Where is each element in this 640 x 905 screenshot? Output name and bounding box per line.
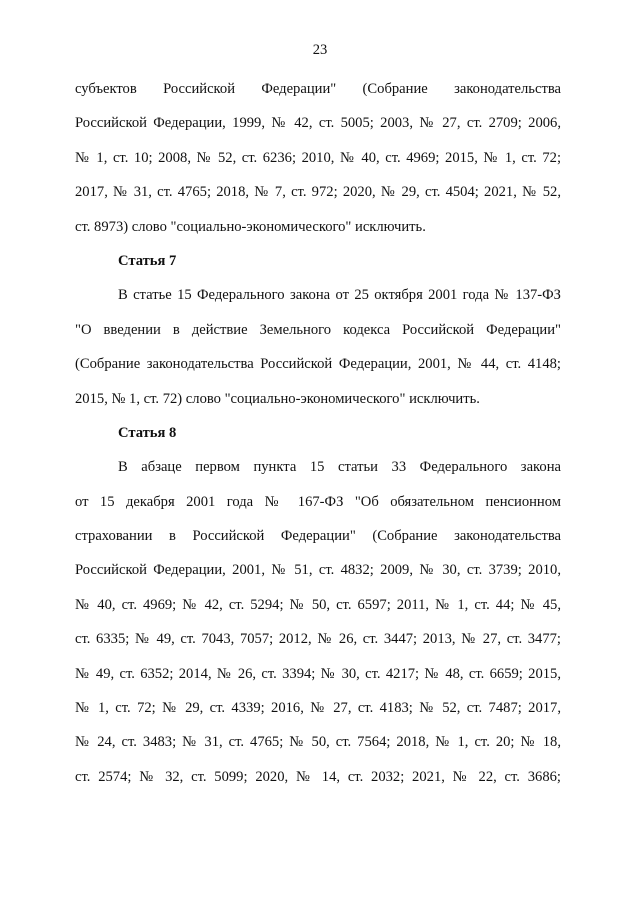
text-line: ст. 2574; № 32, ст. 5099; 2020, № 14, ст. 2032; 2021, № 22, ст. 3686; [75, 768, 561, 785]
article-7-heading: Статья 7 [118, 252, 177, 269]
text-line: № 49, ст. 6352; 2014, № 26, ст. 3394; № 30, ст. 4217; № 48, ст. 6659; 2015, [75, 665, 561, 682]
text-line: Российской Федерации, 2001, № 51, ст. 4832; 2009, № 30, ст. 3739; 2010, [75, 562, 561, 579]
text-line: субъектов Российской Федерации" (Собрание законодательства [75, 81, 561, 97]
text-line: № 1, ст. 72; № 29, ст. 4339; 2016, № 27, ст. 4183; № 52, ст. 7487; 2017, [75, 700, 561, 717]
text-line: ст. 8973) слово "социально-экономического" исключить. [75, 218, 426, 235]
text-line: 2015, № 1, ст. 72) слово "социально-экономического" исключить. [75, 390, 480, 407]
text-line: ст. 6335; № 49, ст. 7043, 7057; 2012, № 26, ст. 3447; 2013, № 27, ст. 3477; [75, 631, 561, 648]
text-line: "О введении в действие Земельного кодекса Российской Федерации" [75, 321, 561, 338]
article-8-heading: Статья 8 [118, 424, 177, 441]
text-line: от 15 декабря 2001 года № 167-ФЗ "Об обязательном пенсионном [75, 493, 561, 510]
text-line: № 40, ст. 4969; № 42, ст. 5294; № 50, ст. 6597; 2011, № 1, ст. 44; № 45, [75, 596, 561, 613]
document-body [75, 72, 561, 794]
text-line: В абзаце первом пункта 15 статьи 33 Федерального закона [118, 459, 561, 476]
text-line: Российской Федерации, 1999, № 42, ст. 5005; 2003, № 27, ст. 2709; 2006, [75, 115, 561, 132]
text-line: № 1, ст. 10; 2008, № 52, ст. 6236; 2010, № 40, ст. 4969; 2015, № 1, ст. 72; [75, 149, 561, 166]
intro-paragraph [75, 72, 561, 244]
article-7-paragraph [75, 278, 561, 416]
article-8-paragraph [75, 450, 561, 794]
text-line: В статье 15 Федерального закона от 25 октября 2001 года № 137-ФЗ [118, 287, 561, 304]
text-line: страховании в Российской Федерации" (Собрание законодательства [75, 528, 561, 545]
text-line: (Собрание законодательства Российской Федерации, 2001, № 44, ст. 4148; [75, 356, 561, 373]
text-line: 2017, № 31, ст. 4765; 2018, № 7, ст. 972; 2020, № 29, ст. 4504; 2021, № 52, [75, 184, 561, 201]
text-line: № 24, ст. 3483; № 31, ст. 4765; № 50, ст. 7564; 2018, № 1, ст. 20; № 18, [75, 734, 561, 751]
page-number: 23 [312, 42, 328, 58]
